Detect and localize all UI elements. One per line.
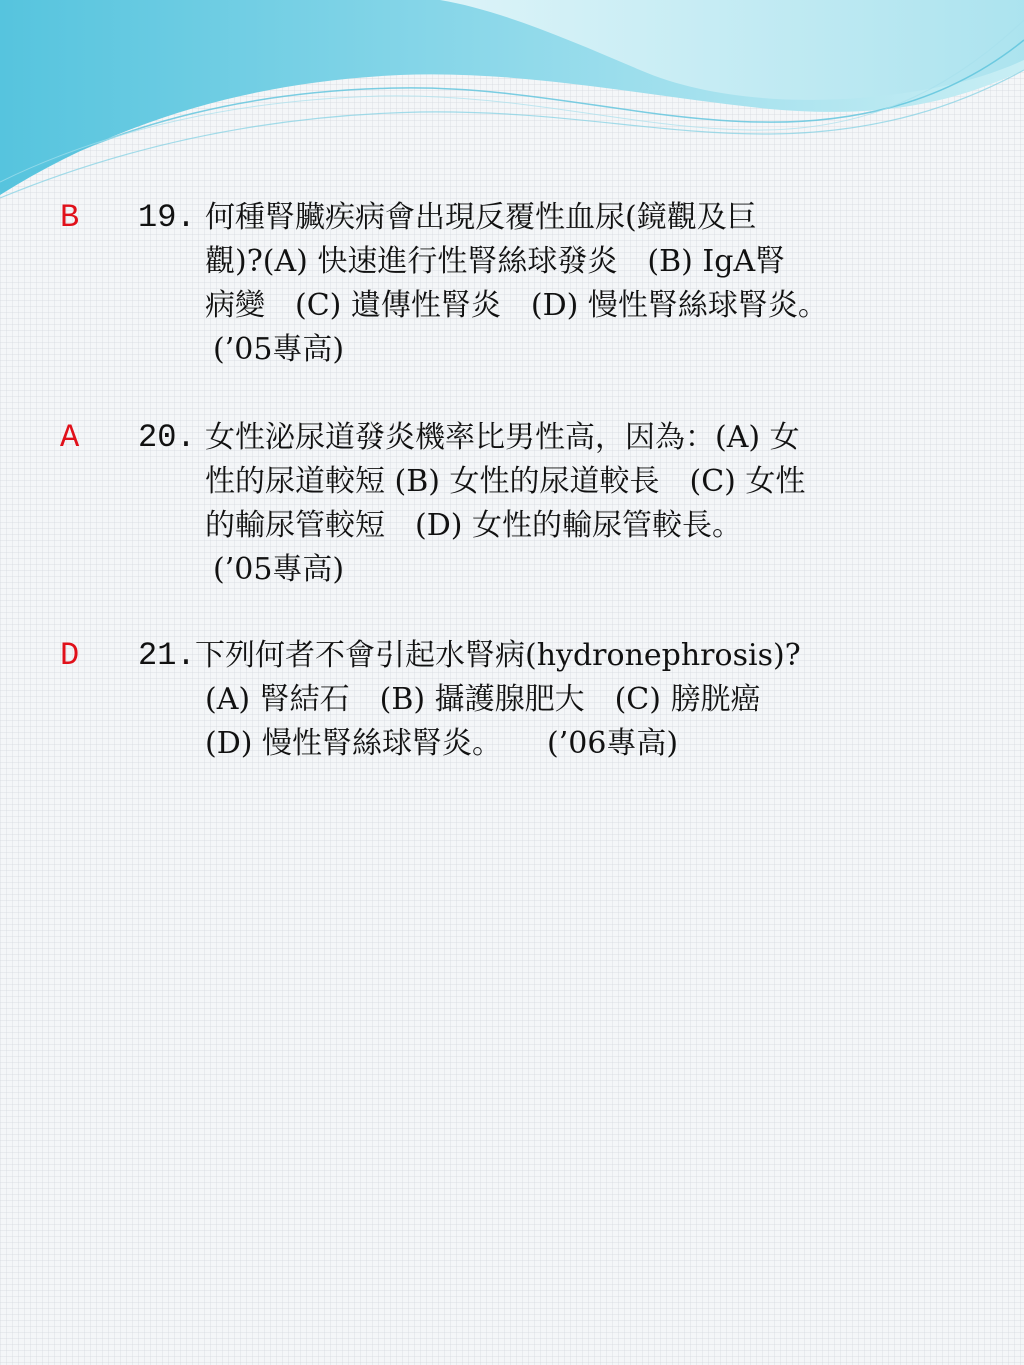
question-text bbox=[195, 634, 985, 766]
answer-key: B bbox=[60, 199, 80, 236]
question-line: 病變 (C) 遺傳性腎炎 (D) 慢性腎絲球腎炎。 bbox=[205, 288, 828, 323]
answer-key: A bbox=[60, 419, 80, 456]
question-line: (’05專高) bbox=[213, 332, 345, 367]
question-number: 21. bbox=[138, 637, 196, 674]
question-line: (D) 慢性腎絲球腎炎。 (’06專高) bbox=[205, 726, 679, 761]
question-line: 何種腎臟疾病會出現反覆性血尿(鏡觀及巨 bbox=[205, 200, 757, 235]
question-line: 性的尿道較短 (B) 女性的尿道較長 (C) 女性 bbox=[205, 464, 806, 499]
question-number: 19. bbox=[138, 199, 196, 236]
answer-key: D bbox=[60, 637, 80, 674]
question-line: 女性泌尿道發炎機率比男性高，因為：(A) 女 bbox=[205, 420, 800, 455]
question-text bbox=[205, 196, 995, 372]
question-line: (A) 腎結石 (B) 攝護腺肥大 (C) 膀胱癌 bbox=[205, 682, 761, 717]
question-line: 下列何者不會引起水腎病(hydronephrosis)? bbox=[195, 638, 801, 673]
question-line: (’05專高) bbox=[213, 552, 345, 587]
question-line: 的輸尿管較短 (D) 女性的輸尿管較長。 bbox=[205, 508, 742, 543]
question-text bbox=[205, 416, 995, 592]
question-line: 觀)?(A) 快速進行性腎絲球發炎 (B) IgA腎 bbox=[205, 244, 786, 279]
question-number: 20. bbox=[138, 419, 196, 456]
